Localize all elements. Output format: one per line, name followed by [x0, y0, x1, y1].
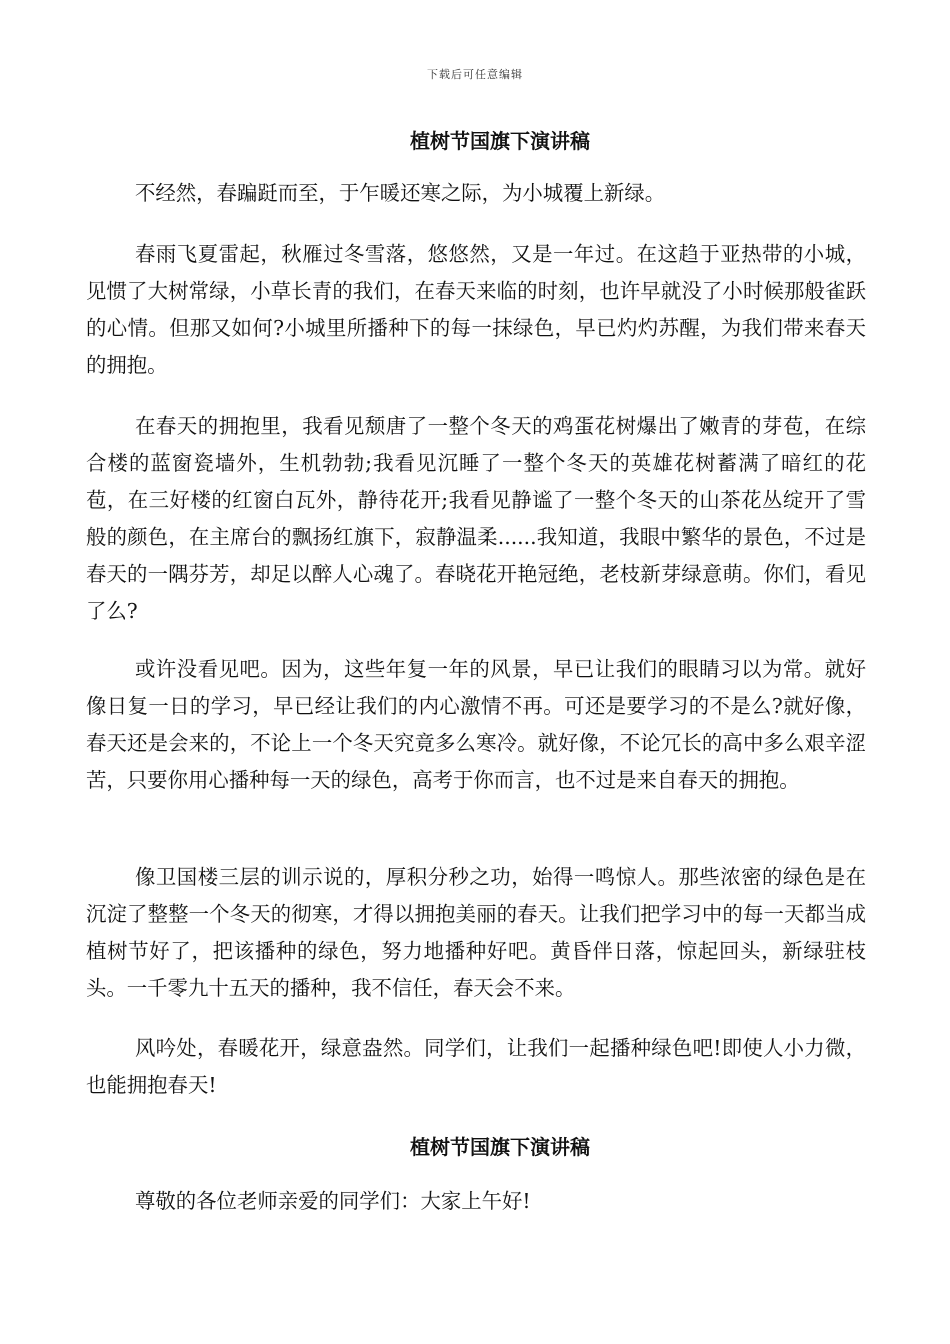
section-title: 植树节国旗下演讲稿	[410, 1135, 590, 1159]
paragraph: 在春天的拥抱里，我看见颓唐了一整个冬天的鸡蛋花树爆出了嫩青的芽苞，在综合楼的蓝窗瓷墙外，生机勃勃;我看见沉睡了一整个冬天的英雄花树蓄满了暗红的花苞，在三好楼的红窗白瓦外，静待花开;我看见静谧了一整个冬天的山茶花丛绽开了雪般的颜色，在主席台的飘扬红旗下，寂静温柔......我知道，我眼中繁华的景色，不过是春天的一隅芬芳，却足以醉人心魂了。春晓花开艳冠绝，老枝新芽绿意萌。你们，看见了么?	[86, 414, 866, 623]
header-note: 下载后可任意编辑	[427, 68, 523, 81]
paragraph: 春雨飞夏雷起，秋雁过冬雪落，悠悠然，又是一年过。在这趋于亚热带的小城，见惯了大树常绿，小草长青的我们，在春天来临的时刻，也许早就没了小时候那般雀跃的心情。但那又如何?小城里所播种下的每一抹绿色，早已灼灼苏醒，为我们带来春天的拥抱。	[86, 242, 866, 377]
paragraph: 或许没看见吧。因为，这些年复一年的风景，早已让我们的眼睛习以为常。就好像日复一日的学习，早已经让我们的内心激情不再。可还是要学习的不是么?就好像，春天还是会来的，不论上一个冬天究竟多么寒冷。就好像，不论冗长的高中多么艰辛涩苦，只要你用心播种每一天的绿色，高考于你而言，也不过是来自春天的拥抱。	[86, 657, 866, 792]
paragraph: 不经然，春蹁跹而至，于乍暖还寒之际，为小城覆上新绿。	[135, 181, 666, 205]
paragraph: 风吟处，春暖花开，绿意盎然。同学们，让我们一起播种绿色吧!即使人小力微，也能拥抱春天!	[86, 1036, 866, 1097]
section-title: 植树节国旗下演讲稿	[410, 129, 590, 153]
paragraph: 尊敬的各位老师亲爱的同学们：大家上午好!	[135, 1189, 531, 1213]
paragraph: 像卫国楼三层的训示说的，厚积分秒之功，始得一鸣惊人。那些浓密的绿色是在沉淀了整整一个冬天的彻寒，才得以拥抱美丽的春天。让我们把学习中的每一天都当成植树节好了，把该播种的绿色，努力地播种好吧。黄昏伴日落，惊起回头，新绿驻枝头。一千零九十五天的播种，我不信任，春天会不来。	[86, 865, 866, 1000]
